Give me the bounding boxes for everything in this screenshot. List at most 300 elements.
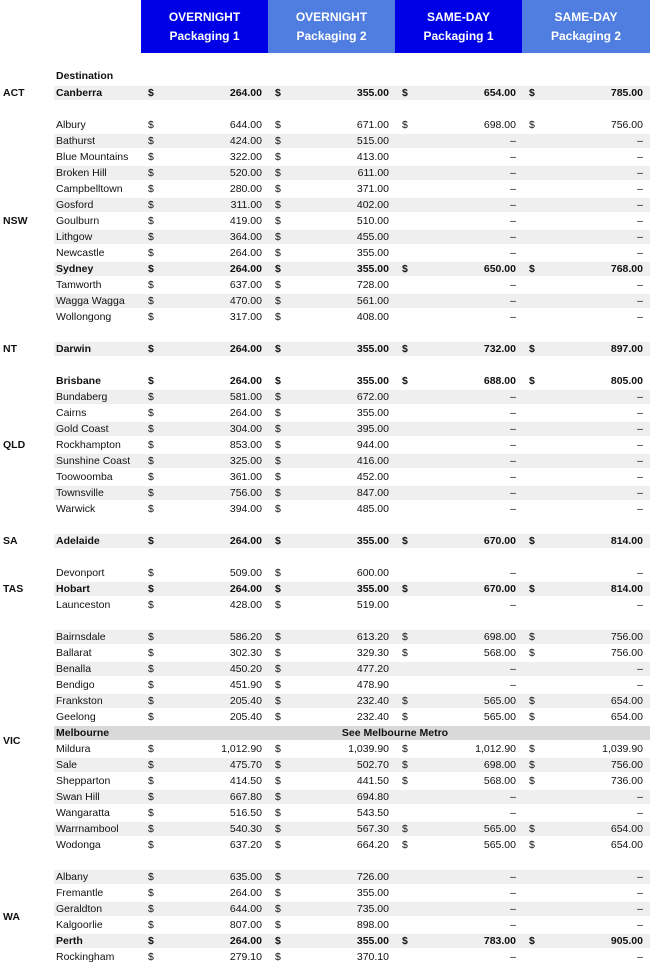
price-value: 280.00: [229, 183, 262, 195]
price-value: 756.00: [610, 119, 643, 131]
no-service-dash: –: [637, 663, 643, 675]
price-value: 565.00: [483, 839, 516, 851]
price-value: 1,039.90: [348, 743, 389, 755]
no-service-dash: –: [510, 503, 516, 515]
currency-symbol: $: [529, 759, 535, 771]
header-overnight-packaging-1: [141, 0, 268, 53]
state-label: SA: [3, 535, 18, 547]
no-service-dash: –: [510, 391, 516, 403]
price-value: 302.30: [229, 647, 262, 659]
destination-name: Devonport: [56, 567, 105, 579]
price-value: 264.00: [229, 87, 262, 99]
currency-symbol: $: [148, 711, 154, 723]
currency-symbol: $: [148, 135, 154, 147]
currency-symbol: $: [148, 407, 154, 419]
no-service-dash: –: [637, 471, 643, 483]
no-service-dash: –: [510, 439, 516, 451]
currency-symbol: $: [275, 151, 281, 163]
destination-name: Sydney: [56, 263, 94, 275]
destination-name: Wollongong: [56, 311, 112, 323]
price-value: 635.00: [229, 871, 262, 883]
currency-symbol: $: [148, 695, 154, 707]
price-value: 565.00: [483, 695, 516, 707]
table-row: [0, 453, 650, 469]
destination-name: Adelaide: [56, 535, 100, 547]
currency-symbol: $: [529, 119, 535, 131]
no-service-dash: –: [510, 279, 516, 291]
currency-symbol: $: [275, 343, 281, 355]
price-value: 424.00: [229, 135, 262, 147]
currency-symbol: $: [275, 743, 281, 755]
price-value: 756.00: [610, 631, 643, 643]
currency-symbol: $: [529, 775, 535, 787]
price-value: 756.00: [610, 759, 643, 771]
table-row: [0, 437, 650, 453]
table-row: [0, 181, 650, 197]
price-value: 728.00: [356, 279, 389, 291]
no-service-dash: –: [637, 871, 643, 883]
no-service-dash: –: [510, 807, 516, 819]
price-value: 402.00: [356, 199, 389, 211]
price-value: 756.00: [229, 487, 262, 499]
price-value: 613.20: [356, 631, 389, 643]
destination-name: Tamworth: [56, 279, 102, 291]
price-value: 561.00: [356, 295, 389, 307]
price-value: 329.30: [356, 647, 389, 659]
no-service-dash: –: [637, 295, 643, 307]
price-value: 355.00: [356, 583, 389, 595]
price-value: 698.00: [483, 759, 516, 771]
price-value: 355.00: [356, 343, 389, 355]
price-value: 515.00: [356, 135, 389, 147]
currency-symbol: $: [275, 695, 281, 707]
no-service-dash: –: [637, 183, 643, 195]
no-service-dash: –: [510, 567, 516, 579]
price-value: 502.70: [356, 759, 389, 771]
price-value: 414.50: [229, 775, 262, 787]
destination-name: Campbelltown: [56, 183, 123, 195]
table-row: [0, 837, 650, 853]
no-service-dash: –: [637, 439, 643, 451]
destination-name: Ballarat: [56, 647, 92, 659]
destination-name: Kalgoorlie: [56, 919, 103, 931]
currency-symbol: $: [148, 631, 154, 643]
table-row: [0, 709, 650, 725]
no-service-dash: –: [637, 487, 643, 499]
currency-symbol: $: [275, 647, 281, 659]
currency-symbol: $: [529, 647, 535, 659]
header-line-1: SAME-DAY: [554, 9, 618, 24]
state-label: VIC: [3, 735, 21, 747]
table-row: [0, 293, 650, 309]
currency-symbol: $: [275, 215, 281, 227]
currency-symbol: $: [402, 375, 408, 387]
price-value: 264.00: [229, 407, 262, 419]
no-service-dash: –: [637, 151, 643, 163]
currency-symbol: $: [148, 535, 154, 547]
no-service-dash: –: [510, 471, 516, 483]
destination-name: Warrnambool: [56, 823, 119, 835]
currency-symbol: $: [148, 391, 154, 403]
price-value: 355.00: [356, 407, 389, 419]
destination-name: Benalla: [56, 663, 92, 675]
no-service-dash: –: [510, 151, 516, 163]
price-value: 452.00: [356, 471, 389, 483]
currency-symbol: $: [148, 183, 154, 195]
currency-symbol: $: [402, 935, 408, 947]
price-value: 205.40: [229, 711, 262, 723]
no-service-dash: –: [637, 807, 643, 819]
price-value: 735.00: [356, 903, 389, 915]
price-value: 450.20: [229, 663, 262, 675]
currency-symbol: $: [529, 935, 535, 947]
currency-symbol: $: [275, 295, 281, 307]
table-row: [0, 389, 650, 405]
price-value: 688.00: [483, 375, 516, 387]
destination-name: Swan Hill: [56, 791, 100, 803]
price-value: 568.00: [483, 775, 516, 787]
currency-symbol: $: [148, 167, 154, 179]
currency-symbol: $: [275, 167, 281, 179]
currency-symbol: $: [402, 823, 408, 835]
price-value: 304.00: [229, 423, 262, 435]
no-service-dash: –: [637, 199, 643, 211]
no-service-dash: –: [510, 407, 516, 419]
currency-symbol: $: [148, 567, 154, 579]
destination-name: Geraldton: [56, 903, 103, 915]
price-value: 565.00: [483, 823, 516, 835]
currency-symbol: $: [275, 231, 281, 243]
no-service-dash: –: [637, 919, 643, 931]
destination-name: Newcastle: [56, 247, 105, 259]
currency-symbol: $: [148, 439, 154, 451]
currency-symbol: $: [275, 87, 281, 99]
price-value: 520.00: [229, 167, 262, 179]
currency-symbol: $: [148, 87, 154, 99]
destination-name: Townsville: [56, 487, 104, 499]
price-value: 232.40: [356, 695, 389, 707]
currency-symbol: $: [275, 759, 281, 771]
price-value: 361.00: [229, 471, 262, 483]
price-value: 451.90: [229, 679, 262, 691]
no-service-dash: –: [510, 183, 516, 195]
table-row: [0, 245, 650, 261]
price-value: 698.00: [483, 119, 516, 131]
table-row: [0, 789, 650, 805]
no-service-dash: –: [510, 679, 516, 691]
table-row: [0, 469, 650, 485]
table-row: [0, 309, 650, 325]
table-row: [0, 85, 650, 101]
destination-name: Albany: [56, 871, 89, 883]
currency-symbol: $: [148, 647, 154, 659]
no-service-dash: –: [510, 871, 516, 883]
currency-symbol: $: [148, 871, 154, 883]
price-value: 394.00: [229, 503, 262, 515]
no-service-dash: –: [637, 391, 643, 403]
currency-symbol: $: [275, 407, 281, 419]
destination-name: Canberra: [56, 87, 103, 99]
no-service-dash: –: [510, 247, 516, 259]
currency-symbol: $: [275, 871, 281, 883]
currency-symbol: $: [529, 823, 535, 835]
price-value: 698.00: [483, 631, 516, 643]
price-value: 416.00: [356, 455, 389, 467]
table-row: [0, 149, 650, 165]
table-row: [0, 773, 650, 789]
header-line-2: Packaging 1: [169, 28, 240, 43]
price-value: 672.00: [356, 391, 389, 403]
price-value: 355.00: [356, 263, 389, 275]
destination-name: Wangaratta: [56, 807, 110, 819]
currency-symbol: $: [402, 743, 408, 755]
header-line-1: OVERNIGHT: [168, 9, 241, 24]
currency-symbol: $: [275, 791, 281, 803]
destination-name: Bendigo: [56, 679, 95, 691]
price-value: 205.40: [229, 695, 262, 707]
no-service-dash: –: [637, 567, 643, 579]
destination-name: Gold Coast: [56, 423, 109, 435]
currency-symbol: $: [275, 903, 281, 915]
price-value: 419.00: [229, 215, 262, 227]
currency-symbol: $: [529, 343, 535, 355]
currency-symbol: $: [275, 439, 281, 451]
price-value: 1,012.90: [475, 743, 516, 755]
table-row: [0, 213, 650, 229]
destination-name: Geelong: [56, 711, 96, 723]
price-value: 644.00: [229, 119, 262, 131]
table-row: [0, 821, 650, 837]
currency-symbol: $: [275, 775, 281, 787]
currency-symbol: $: [529, 87, 535, 99]
currency-symbol: $: [402, 119, 408, 131]
table-row: [0, 277, 650, 293]
table-row: [0, 533, 650, 549]
price-value: 654.00: [483, 87, 516, 99]
currency-symbol: $: [148, 247, 154, 259]
price-value: 355.00: [356, 887, 389, 899]
no-service-dash: –: [637, 951, 643, 963]
price-value: 355.00: [356, 247, 389, 259]
no-service-dash: –: [637, 167, 643, 179]
price-value: 783.00: [483, 935, 516, 947]
currency-symbol: $: [275, 487, 281, 499]
price-value: 364.00: [229, 231, 262, 243]
currency-symbol: $: [402, 647, 408, 659]
currency-symbol: $: [148, 295, 154, 307]
price-value: 477.20: [356, 663, 389, 675]
table-row: [0, 341, 650, 357]
currency-symbol: $: [275, 247, 281, 259]
price-value: 470.00: [229, 295, 262, 307]
table-row: [0, 485, 650, 501]
price-value: 567.30: [356, 823, 389, 835]
currency-symbol: $: [275, 631, 281, 643]
price-value: 853.00: [229, 439, 262, 451]
price-value: 654.00: [610, 711, 643, 723]
destination-name: Wagga Wagga: [56, 295, 125, 307]
destination-name: Bairnsdale: [56, 631, 106, 643]
currency-symbol: $: [275, 919, 281, 931]
destination-name: Bathurst: [56, 135, 96, 147]
currency-symbol: $: [275, 535, 281, 547]
destination-name: Warwick: [56, 503, 96, 515]
currency-symbol: $: [275, 471, 281, 483]
no-service-dash: –: [510, 663, 516, 675]
table-row: [0, 229, 650, 245]
currency-symbol: $: [402, 711, 408, 723]
no-service-dash: –: [510, 231, 516, 243]
no-service-dash: –: [510, 487, 516, 499]
price-value: 670.00: [483, 535, 516, 547]
currency-symbol: $: [275, 455, 281, 467]
currency-symbol: $: [402, 839, 408, 851]
table-row: [0, 597, 650, 613]
price-value: 264.00: [229, 343, 262, 355]
destination-name: Fremantle: [56, 887, 104, 899]
price-value: 478.90: [356, 679, 389, 691]
destination-name: Goulburn: [56, 215, 100, 227]
price-value: 897.00: [610, 343, 643, 355]
destination-name: Mildura: [56, 743, 91, 755]
price-value: 1,039.90: [602, 743, 643, 755]
no-service-dash: –: [510, 919, 516, 931]
no-service-dash: –: [510, 951, 516, 963]
currency-symbol: $: [148, 215, 154, 227]
header-line-2: Packaging 2: [550, 28, 622, 43]
state-label: WA: [3, 911, 20, 923]
price-value: 519.00: [356, 599, 389, 611]
currency-symbol: $: [148, 199, 154, 211]
currency-symbol: $: [275, 583, 281, 595]
price-value: 264.00: [229, 535, 262, 547]
currency-symbol: $: [275, 951, 281, 963]
price-value: 654.00: [610, 695, 643, 707]
destination-name: Rockhampton: [56, 439, 121, 451]
currency-symbol: $: [275, 807, 281, 819]
price-value: 311.00: [230, 199, 262, 211]
currency-symbol: $: [275, 599, 281, 611]
currency-symbol: $: [275, 375, 281, 387]
price-value: 371.00: [356, 183, 389, 195]
currency-symbol: $: [148, 311, 154, 323]
currency-symbol: $: [148, 455, 154, 467]
currency-symbol: $: [529, 743, 535, 755]
table-row: [0, 581, 650, 597]
table-row: [0, 197, 650, 213]
price-value: 264.00: [229, 375, 262, 387]
price-value: 768.00: [610, 263, 643, 275]
price-value: 428.00: [229, 599, 262, 611]
no-service-dash: –: [637, 903, 643, 915]
price-value: 264.00: [229, 935, 262, 947]
currency-symbol: $: [529, 839, 535, 851]
destination-name: Shepparton: [56, 775, 111, 787]
table-row: [0, 933, 650, 949]
price-value: 395.00: [356, 423, 389, 435]
table-row: [0, 885, 650, 901]
destination-name: Brisbane: [56, 375, 101, 387]
table-row: [0, 165, 650, 181]
row-note: See Melbourne Metro: [341, 727, 449, 739]
currency-symbol: $: [148, 423, 154, 435]
destination-name: Toowoomba: [56, 471, 113, 483]
price-value: 509.00: [229, 567, 262, 579]
price-value: 898.00: [356, 919, 389, 931]
price-value: 637.20: [229, 839, 262, 851]
currency-symbol: $: [148, 263, 154, 275]
price-value: 355.00: [356, 535, 389, 547]
no-service-dash: –: [510, 455, 516, 467]
table-row: [0, 629, 650, 645]
currency-symbol: $: [402, 87, 408, 99]
currency-symbol: $: [402, 759, 408, 771]
price-value: 805.00: [610, 375, 643, 387]
currency-symbol: $: [148, 919, 154, 931]
currency-symbol: $: [148, 887, 154, 899]
destination-name: Darwin: [56, 343, 92, 355]
price-value: 355.00: [356, 87, 389, 99]
no-service-dash: –: [510, 791, 516, 803]
destination-name: Gosford: [56, 199, 94, 211]
table-row: [0, 421, 650, 437]
table-row: [0, 645, 650, 661]
price-value: 540.30: [229, 823, 262, 835]
currency-symbol: $: [529, 583, 535, 595]
destination-name: Albury: [56, 119, 86, 131]
price-value: 568.00: [483, 647, 516, 659]
price-value: 264.00: [229, 887, 262, 899]
price-value: 408.00: [356, 311, 389, 323]
table-row: [0, 901, 650, 917]
price-value: 670.00: [483, 583, 516, 595]
currency-symbol: $: [148, 583, 154, 595]
destination-name: Launceston: [56, 599, 111, 611]
table-row: [0, 565, 650, 581]
currency-symbol: $: [275, 119, 281, 131]
currency-symbol: $: [148, 951, 154, 963]
table-row: [0, 741, 650, 757]
price-value: 455.00: [356, 231, 389, 243]
destination-name: Sale: [56, 759, 78, 771]
no-service-dash: –: [637, 407, 643, 419]
currency-symbol: $: [402, 263, 408, 275]
no-service-dash: –: [637, 791, 643, 803]
currency-symbol: $: [275, 183, 281, 195]
table-row: [0, 805, 650, 821]
price-value: 565.00: [483, 711, 516, 723]
table-row: [0, 869, 650, 885]
no-service-dash: –: [637, 679, 643, 691]
currency-symbol: $: [148, 903, 154, 915]
currency-symbol: $: [275, 135, 281, 147]
destination-name: Sunshine Coast: [56, 455, 131, 467]
price-value: 944.00: [356, 439, 389, 451]
destination-name: Cairns: [56, 407, 87, 419]
currency-symbol: $: [148, 231, 154, 243]
price-value: 732.00: [483, 343, 516, 355]
price-value: 905.00: [610, 935, 643, 947]
table-row: [0, 117, 650, 133]
currency-symbol: $: [529, 263, 535, 275]
no-service-dash: –: [637, 455, 643, 467]
destination-column-label: Destination: [56, 70, 114, 82]
no-service-dash: –: [637, 279, 643, 291]
price-value: 644.00: [229, 903, 262, 915]
price-value: 1,012.90: [221, 743, 262, 755]
price-value: 475.70: [229, 759, 262, 771]
currency-symbol: $: [275, 711, 281, 723]
